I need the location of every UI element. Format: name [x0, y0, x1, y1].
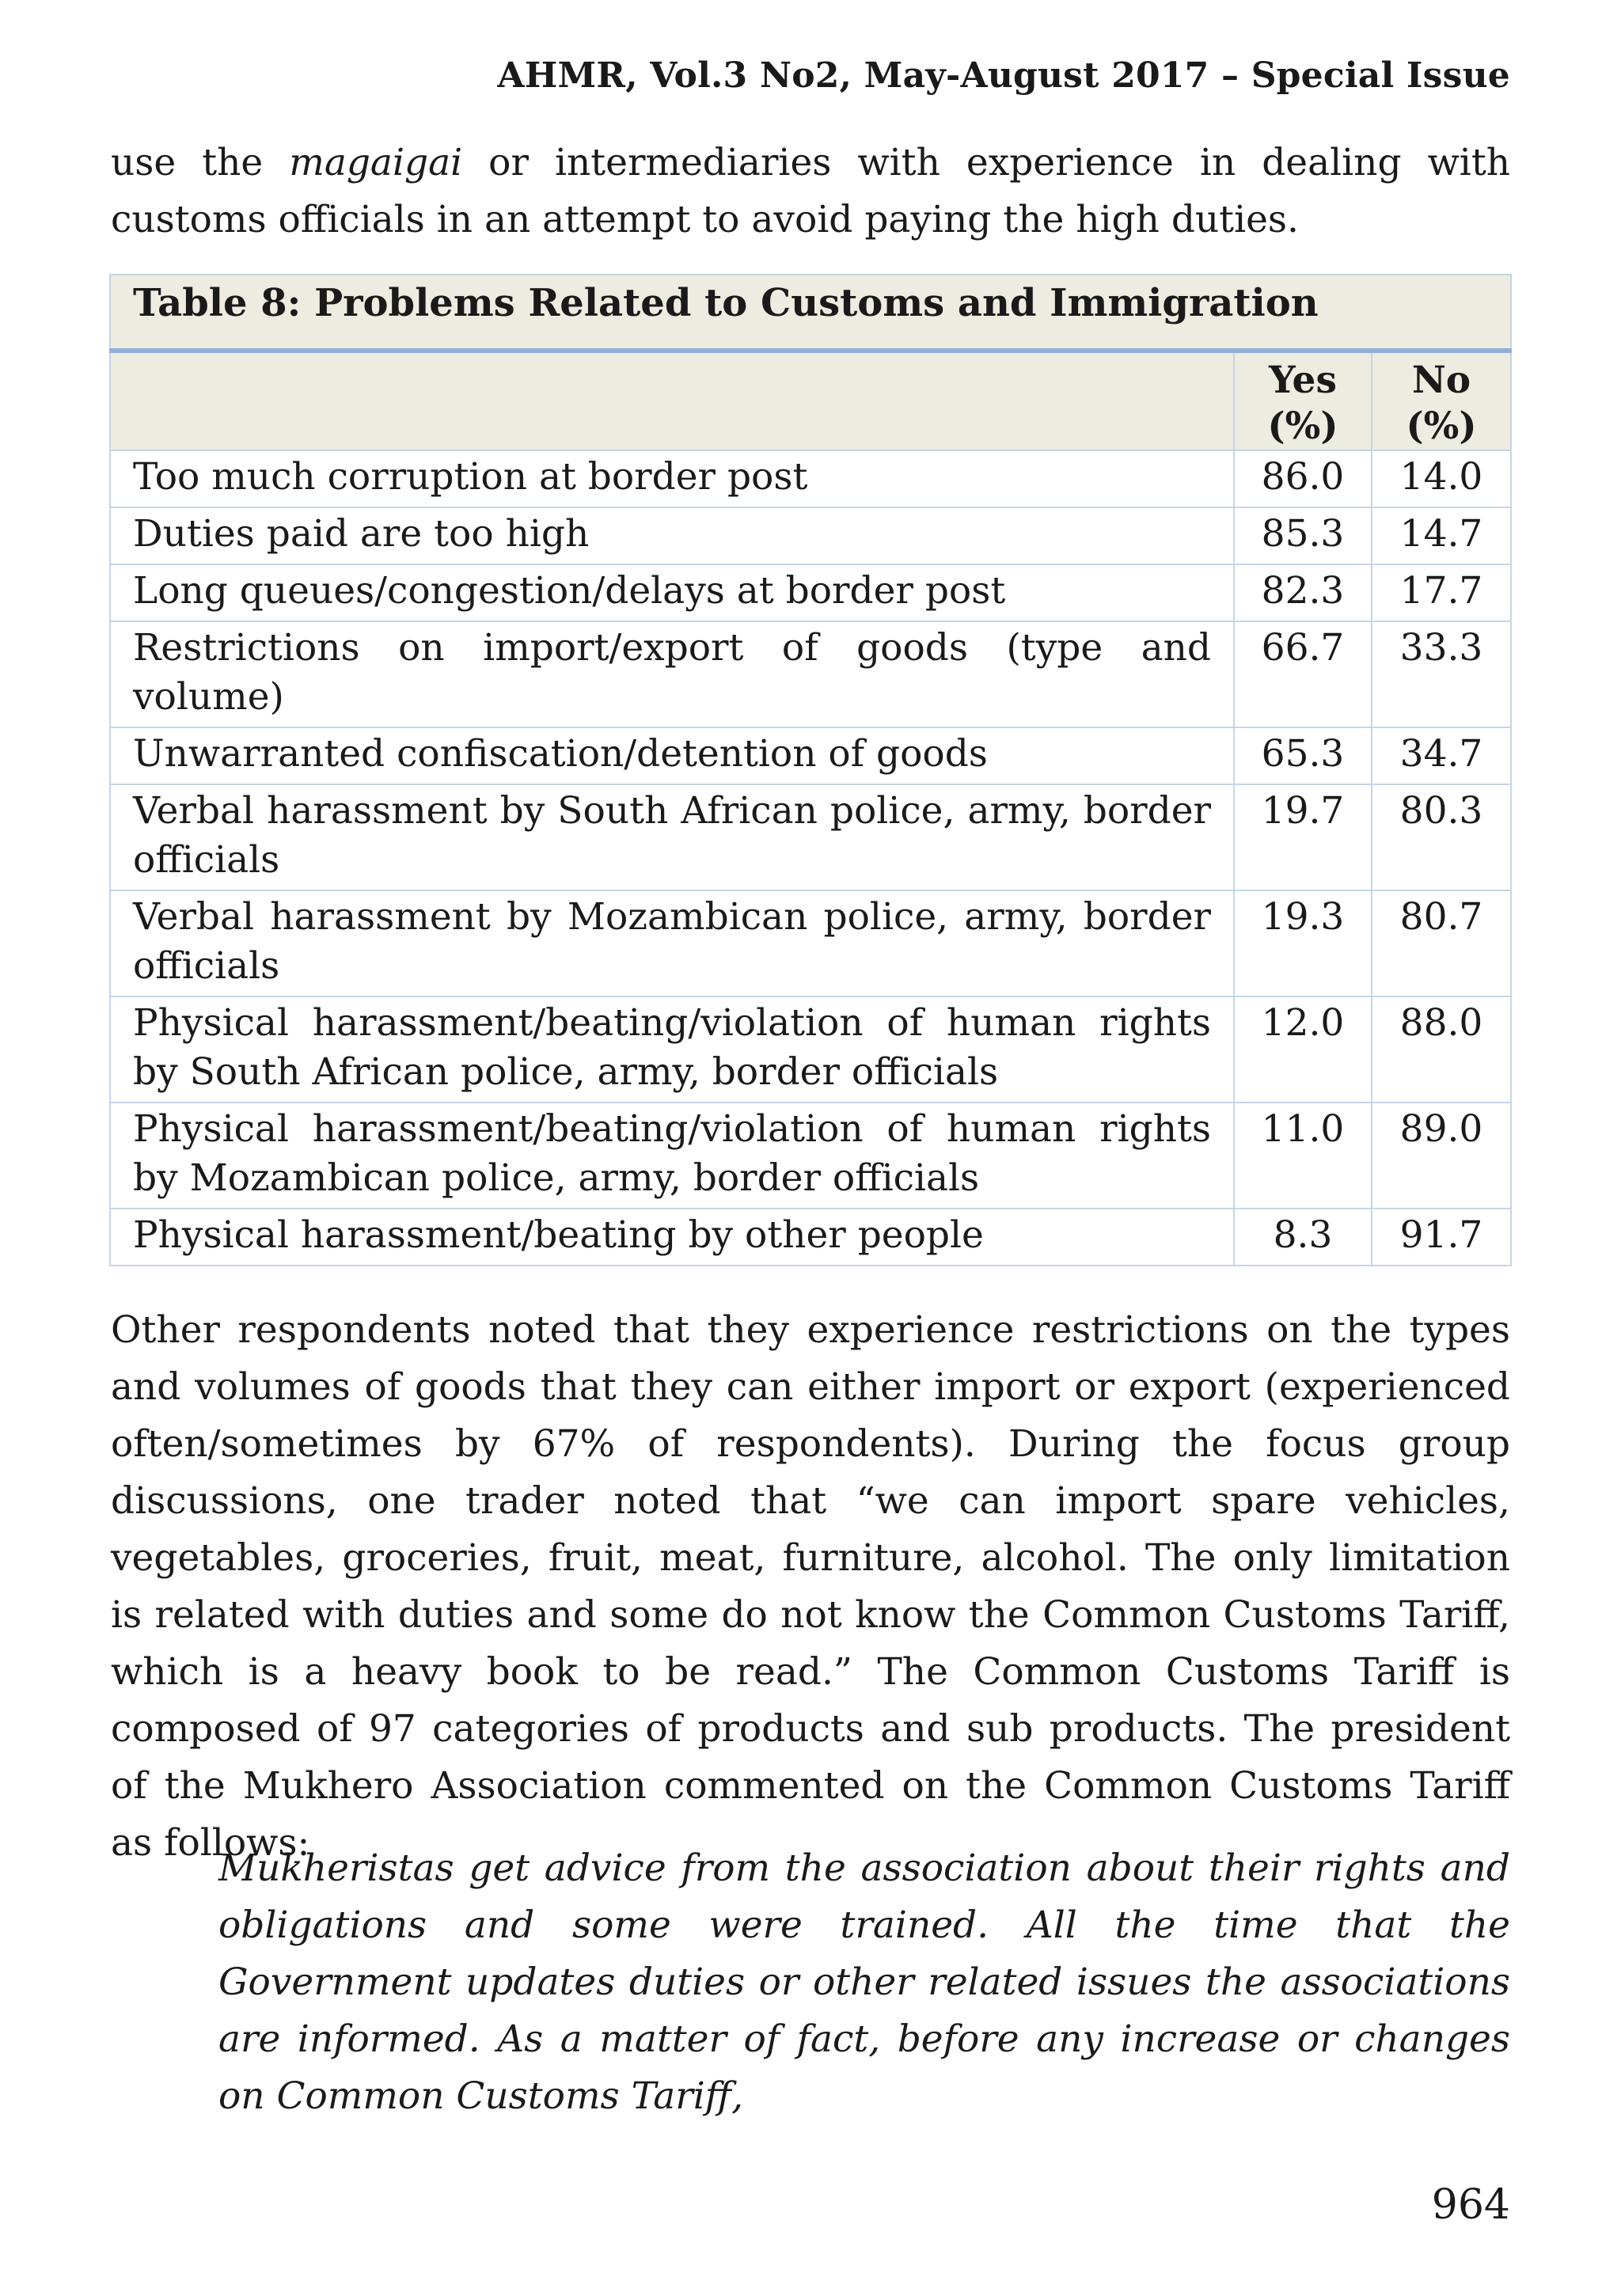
table-row — [110, 507, 1511, 564]
row-no-value: 14.7 — [1372, 507, 1511, 564]
row-label: Long queues/congestion/delays at border post — [110, 564, 1234, 621]
block-quote: Mukheristas get advice from the association about their rights and obligations and some were trained. All the time that the Government updates duties or other related issues the associations are informed. As a matter of fact, before any increase or changes on Common Customs Tariff, — [218, 1846, 1510, 2118]
row-label: Duties paid are too high — [110, 507, 1234, 564]
row-yes-value: 19.7 — [1234, 784, 1372, 890]
intro-text-before: use the — [111, 141, 290, 184]
page-number: 964 — [1431, 2181, 1510, 2229]
body-paragraph: Other respondents noted that they experience restrictions on the types and volumes of goods that they can either import or export (experienced often/sometimes by 67% of respondents). During the focus group discussions, one trader noted that “we can import spare vehicles, vegetables, groceries, fruit, meat, furniture, alcohol. The only limitation is related with duties and some do not know the Common Customs Tariff, which is a heavy book to be read.” The Common Customs Tariff is composed of 97 categories of products and sub products. The president of the Mukhero Association commented on the Common Customs Tariff as follows: — [111, 1308, 1510, 1865]
table-header-row — [110, 351, 1511, 450]
header-no: No (%) — [1372, 351, 1511, 450]
customs-problems-table — [109, 274, 1512, 1266]
row-no-value: 88.0 — [1372, 996, 1511, 1102]
row-label: Physical harassment/beating/violation of human rights by South African police, army, border officials — [110, 996, 1234, 1102]
row-no-value: 33.3 — [1372, 621, 1511, 727]
row-yes-value: 11.0 — [1234, 1102, 1372, 1209]
table-row — [110, 727, 1511, 784]
table-row — [110, 564, 1511, 621]
table-row — [110, 450, 1511, 507]
row-label: Physical harassment/beating/violation of human rights by Mozambican police, army, border officials — [110, 1102, 1234, 1209]
row-yes-value: 19.3 — [1234, 890, 1372, 996]
row-yes-value: 66.7 — [1234, 621, 1372, 727]
row-label: Too much corruption at border post — [110, 450, 1234, 507]
intro-text-after: or intermediaries with experience in dealing with customs officials in an attempt to avoid paying the high duties. — [111, 141, 1510, 241]
row-yes-value: 8.3 — [1234, 1209, 1372, 1266]
row-yes-value: 86.0 — [1234, 450, 1372, 507]
row-yes-value: 65.3 — [1234, 727, 1372, 784]
row-label: Unwarranted confiscation/detention of goods — [110, 727, 1234, 784]
row-label: Verbal harassment by Mozambican police, army, border officials — [110, 890, 1234, 996]
row-label: Restrictions on import/export of goods (type and volume) — [110, 621, 1234, 727]
header-label-cell — [110, 351, 1234, 450]
table-row — [110, 1209, 1511, 1266]
table-row — [110, 890, 1511, 996]
header-yes: Yes (%) — [1234, 351, 1372, 450]
table-row — [110, 996, 1511, 1102]
row-no-value: 14.0 — [1372, 450, 1511, 507]
row-no-value: 34.7 — [1372, 727, 1511, 784]
row-no-value: 91.7 — [1372, 1209, 1511, 1266]
table-caption-row — [110, 275, 1511, 351]
table-row — [110, 784, 1511, 890]
row-no-value: 17.7 — [1372, 564, 1511, 621]
row-no-value: 80.7 — [1372, 890, 1511, 996]
table-caption: Table 8: Problems Related to Customs and Immigration — [110, 275, 1511, 351]
row-label: Verbal harassment by South African police, army, border officials — [110, 784, 1234, 890]
row-label: Physical harassment/beating by other people — [110, 1209, 1234, 1266]
row-yes-value: 85.3 — [1234, 507, 1372, 564]
intro-paragraph — [111, 135, 1510, 249]
intro-term: magaigai — [289, 141, 463, 184]
row-yes-value: 82.3 — [1234, 564, 1372, 621]
table-row — [110, 621, 1511, 727]
row-yes-value: 12.0 — [1234, 996, 1372, 1102]
row-no-value: 89.0 — [1372, 1102, 1511, 1209]
row-no-value: 80.3 — [1372, 784, 1511, 890]
table-row — [110, 1102, 1511, 1209]
running-head: AHMR, Vol.3 No2, May-August 2017 – Special Issue — [497, 55, 1510, 96]
